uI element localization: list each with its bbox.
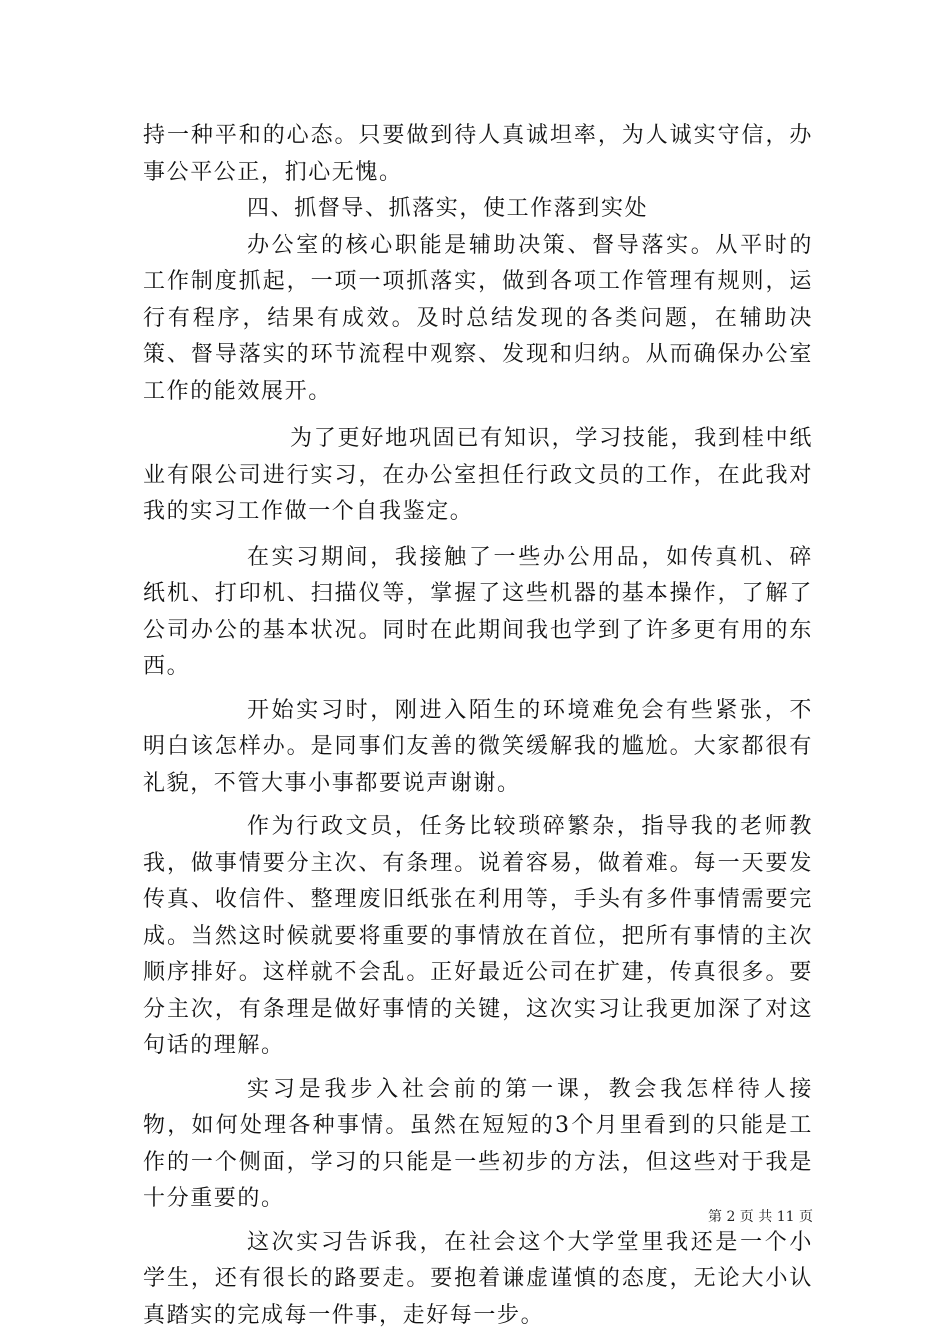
paragraph: 办公室的核心职能是辅助决策、督导落实。从平时的工作制度抓起，一项一项抓落实，做到各项工作管理有规则，运行有程序，结果有成效。及时总结发现的各类问题，在辅助决策、督导落实的环节流程中观察、发现和归纳。从而确保办公室工作的能效展开。 — [143, 232, 813, 404]
paragraph: 作为行政文员，任务比较琐碎繁杂，指导我的老师教我，做事情要分主次、有条理。说着容易，做着难。每一天要发传真、收信件、整理废旧纸张在利用等，手头有多件事情需要完成。当然这时候就要将重要的事情放在首位，把所有事情的主次顺序排好。这样就不会乱。正好最近公司在扩建，传真很多。要分主次，有条理是做好事情的关键，这次实习让我更加深了对这句话的理解。 — [143, 814, 813, 1058]
document-body — [143, 118, 813, 1334]
paragraph: 这次实习告诉我，在社会这个大学堂里我还是一个小学生，还有很长的路要走。要抱着谦虚谨慎的态度，无论大小认真踏实的完成每一件事，走好每一步。 — [143, 1229, 813, 1328]
paragraph: 开始实习时，刚进入陌生的环境难免会有些紧张，不明白该怎样办。是同事们友善的微笑缓解我的尴尬。大家都很有礼貌，不管大事小事都要说声谢谢。 — [143, 697, 813, 796]
paragraph: 在实习期间，我接触了一些办公用品，如传真机、碎纸机、打印机、扫描仪等，掌握了这些机器的基本操作，了解了公司办公的基本状况。同时在此期间我也学到了许多更有用的东西。 — [143, 544, 813, 679]
page-number: 第 2 页 共 11 页 — [708, 1209, 813, 1225]
section-heading: 四、抓督导、抓落实，使工作落到实处 — [247, 196, 649, 221]
paragraph: 实习是我步入社会前的第一课，教会我怎样待人接物，如何处理各种事情。虽然在短短的3个月里看到的只能是工作的一个侧面，学习的只能是一些初步的方法，但这些对于我是十分重要的。 — [143, 1076, 813, 1211]
paragraph: 为了更好地巩固已有知识，学习技能，我到桂中纸业有限公司进行实习，在办公室担任行政文员的工作，在此我对我的实习工作做一个自我鉴定。 — [143, 426, 813, 524]
paragraph-continuation: 持一种平和的心态。只要做到待人真诚坦率，为人诚实守信，办事公平公正，扪心无愧。 — [143, 123, 813, 185]
